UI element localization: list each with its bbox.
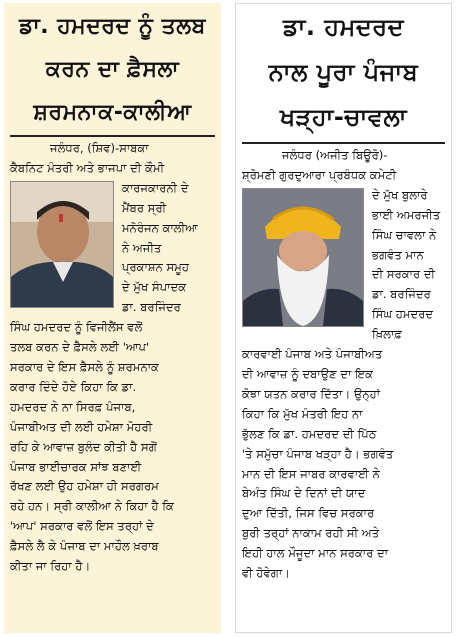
body-line: ਦੇ ਮੁੱਖ ਸੰਪਾਦਕ: [122, 280, 187, 295]
body-line: ਕਰਾਰ ਦਿੰਦੇ ਹੋਏ ਕਿਹਾ ਕਿ ਡਾ.: [10, 379, 137, 394]
headline-line-2: ਨਾਲ ਪੂਰਾ ਪੰਜਾਬ: [268, 58, 419, 86]
body-line: ਕੋਝਾ ਯਤਨ ਕਰਾਰ ਦਿੱਤਾ। ਉਨ੍ਹਾਂ: [242, 386, 381, 401]
body-line: ਇਹੀ ਹਾਲ ਮੌਜੂਦਾ ਮਾਨ ਸਰਕਾਰ ਦਾ: [242, 546, 389, 561]
body-line: ਦੇ ਮੁੱਖ ਬੁਲਾਰੇ: [372, 187, 428, 202]
headline-divider: [10, 135, 215, 137]
body-line: ਪੰਜਾਬ ਭਾਈਚਾਰਕ ਸਾਂਝ ਬਣਾਈ: [10, 459, 142, 474]
body-line: ਦੀ ਆਵਾਜ਼ ਨੂੰ ਦਬਾਉਣ ਦਾ ਇਕ: [242, 366, 374, 381]
dateline: ਜਲੰਧਰ, (ਸ਼ਿਵ)-ਸਾਬਕਾ: [50, 141, 149, 155]
person-portrait-icon: [11, 182, 113, 307]
body-line: ਕੀਤਾ ਜਾ ਰਿਹਾ ਹੈ।: [10, 559, 91, 574]
dateline: ਜਲੰਧਰ (ਅਜੀਤ ਬਿਊਰੋ)-: [282, 148, 388, 162]
body-line: ਡਾ. ਬਰਜਿੰਦਰ: [372, 287, 431, 302]
body-line: ਖ਼ਿਲਾਫ਼: [372, 327, 402, 342]
body-line: ਮੈਂਬਰ ਸ੍ਰੀ: [122, 200, 167, 215]
headline-line-2: ਕਰਨ ਦਾ ਫ਼ੈਸਲਾ: [45, 57, 180, 82]
body-line: ਸਿੰਘ ਹਮਦਰਦ ਨੂੰ ਵਿਜੀਲੈਂਸ ਵਲੋਂ: [10, 320, 143, 335]
body-line: ਪ੍ਰਕਾਸ਼ਨ ਸਮੂਹ: [122, 260, 190, 275]
body-line: ਰਹੇ ਹਨ। ਸ੍ਰੀ ਕਾਲੀਆ ਨੇ ਕਿਹਾ ਹੈ ਕਿ: [10, 499, 174, 514]
headline-line-3: ਸ਼ਰਮਨਾਕ-ਕਾਲੀਆ: [33, 100, 192, 125]
headline-divider: [242, 142, 445, 144]
body-line: ਕਾਰਜਕਾਰਨੀ ਦੇ: [122, 180, 189, 195]
body-line: ਹਮਦਰਦ ਨੇ ਨਾ ਸਿਰਫ਼ ਪੰਜਾਬ,: [10, 399, 136, 414]
portrait-photo: [10, 181, 114, 308]
body-line: 'ਤੇ ਸਮੁੱਚਾ ਪੰਜਾਬ ਖੜ੍ਹਾ ਹੈ। ਭਗਵੰਤ: [242, 446, 394, 461]
body-line: ਭੁੱਲਣ ਕਿ ਡਾ. ਹਮਦਰਦ ਦੀ ਪਿੱਠ: [242, 426, 377, 441]
body-line: ਤਲਬ ਕਰਨ ਦੇ ਫ਼ੈਸਲੇ ਲਈ 'ਆਪ': [10, 340, 150, 355]
body-line: ਸ਼੍ਰੋਮਣੀ ਗੁਰਦੁਆਰਾ ਪ੍ਰਬੰਧਕ ਕਮੇਟੀ: [242, 167, 397, 182]
body-line: ਦੁਆ ਦਿੱਤੀ, ਜਿਸ ਵਿਚ ਸਰਕਾਰ: [242, 506, 375, 521]
body-line: ਸਰਕਾਰ ਦੇ ਇਸ ਫ਼ੈਸਲੇ ਨੂੰ ਸ਼ਰਮਨਾਕ: [10, 359, 159, 374]
body-line: ਡਾ. ਬਰਜਿੰਦਰ: [122, 300, 181, 315]
article-body: [4, 139, 221, 577]
article-right: [235, 3, 452, 633]
body-line: ਰੱਖਣ ਲਈ ਉਹ ਹਮੇਸ਼ਾ ਹੀ ਸਰਗਰਮ: [10, 479, 159, 494]
body-line: ਨੇ ਅਜੀਤ: [122, 240, 162, 255]
body-line: ਭਗਵੰਤ ਮਾਨ: [372, 247, 424, 262]
body-line: ਬੁਰੀ ਤਰ੍ਹਾਂ ਨਾਕਾਮ ਰਹੀ ਸੀ ਅਤੇ: [242, 526, 380, 541]
body-line: ਸਿੰਘ ਚਾਵਲਾ ਨੇ: [372, 227, 437, 242]
person-portrait-icon: [243, 189, 363, 326]
body-line: ਕਾਰਵਾਈ ਪੰਜਾਬ ਅਤੇ ਪੰਜਾਬੀਅਤ: [242, 347, 383, 362]
article-body: [236, 146, 451, 584]
body-line: ਰਹਿ ਕੇ ਆਵਾਜ਼ ਬੁਲੰਦ ਕੀਤੀ ਹੈ ਸਗੋਂ: [10, 439, 157, 454]
body-line: ਮਨੋਰੰਜਨ ਕਾਲੀਆ: [122, 220, 198, 235]
body-line: ਬੇਅੰਤ ਸਿੰਘ ਦੇ ਦਿਨਾਂ ਦੀ ਯਾਦ: [242, 486, 366, 501]
body-line: ਭਾਈ ਅਮਰਜੀਤ: [372, 207, 441, 222]
body-line: ਦੀ ਸਰਕਾਰ ਦੀ: [372, 267, 436, 282]
body-line: ਕਿਹਾ ਕਿ ਮੁੱਖ ਮੰਤਰੀ ਇਹ ਨਾ: [242, 406, 363, 421]
headline-line-3: ਖੜ੍ਹਾ-ਚਾਵਲਾ: [279, 103, 408, 131]
headline-line-1: ਡਾ. ਹਮਦਰਦ: [282, 13, 405, 41]
article-left: [4, 3, 221, 633]
body-line: ਵੀ ਹੋਵੇਗਾ।: [242, 566, 291, 581]
body-line: ਮਾਨ ਦੀ ਇਸ ਜਾਬਰ ਕਾਰਵਾਈ ਨੇ: [242, 466, 380, 481]
body-line: ਕੈਬਨਿਟ ਮੰਤਰੀ ਅਤੇ ਭਾਜਪਾ ਦੀ ਕੌਮੀ: [10, 160, 165, 175]
portrait-photo: [242, 188, 364, 327]
body-line: 'ਆਪ' ਸਰਕਾਰ ਵਲੋਂ ਇਸ ਤਰ੍ਹਾਂ ਦੇ: [10, 519, 154, 534]
body-line: ਸਿੰਘ ਹਮਦਰਦ: [372, 307, 434, 322]
body-line: ਫ਼ੈਸਲੇ ਲੈ ਕੇ ਪੰਜਾਬ ਦਾ ਮਾਹੌਲ ਖ਼ਰਾਬ: [10, 539, 159, 554]
headline-line-1: ਡਾ. ਹਮਦਰਦ ਨੂੰ ਤਲਬ: [19, 14, 206, 39]
body-line: ਪੰਜਾਬੀਅਤ ਦੀ ਲਈ ਹਮੇਸ਼ਾ ਮੋਹਰੀ: [10, 419, 153, 434]
